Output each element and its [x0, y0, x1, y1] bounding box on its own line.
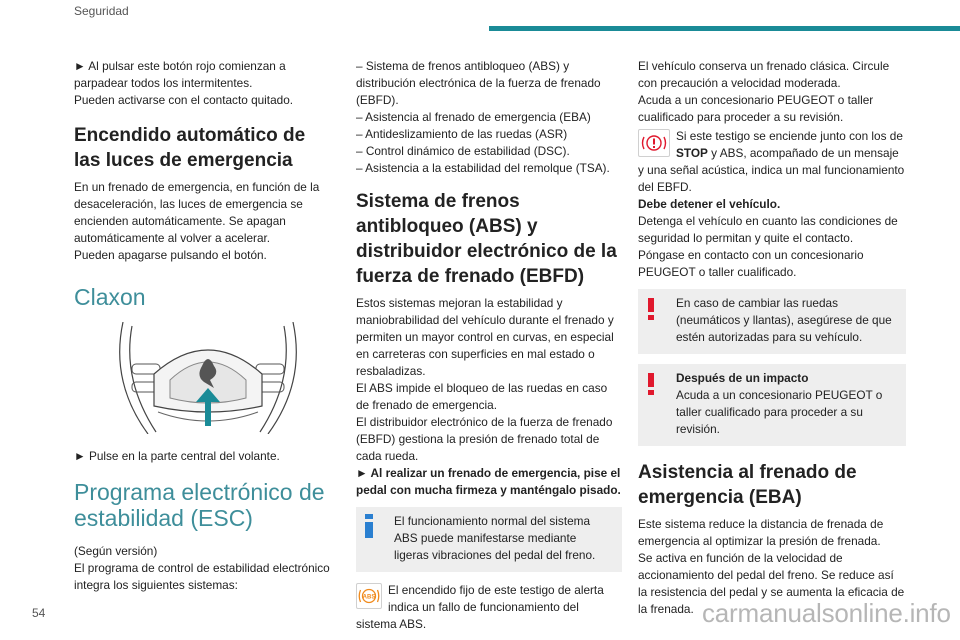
- paragraph: [638, 128, 906, 196]
- wheel-change-warning-box: [638, 289, 906, 354]
- column-1: [74, 58, 332, 594]
- paragraph: ► Al realizar un frenado de emergencia, pise el pedal con mucha firmeza y manténgalo pisado.: [356, 466, 621, 497]
- list-item: – Asistencia al frenado de emergencia (EBA): [356, 110, 591, 124]
- heading-abs: Sistema de frenos antibloqueo (ABS) y distribuidor electrónico de la fuerza de frenado (EBFD): [356, 191, 617, 287]
- list-item: – Asistencia a la estabilidad del remolque (TSA).: [356, 161, 610, 175]
- warning-box-text: Acuda a un concesionario PEUGEOT o taller cualificado para proceder a su revisión.: [676, 388, 883, 436]
- warning-text-b: y ABS, acompañado de un mensaje y una señal acústica, indica un mal funcionamiento del EBFD.: [638, 146, 905, 194]
- abs-warning-note: [356, 582, 622, 633]
- warning-box-text: En caso de cambiar las ruedas (neumáticos y llantas), asegúrese de que estén autorizadas para su vehículo.: [676, 296, 892, 344]
- paragraph: Estos sistemas mejoran la estabilidad y maniobrabilidad del vehículo durante el frenado y permiten un mayor control en curvas, en especial en carreteras con superficies en mal estado o resbaladizas.: [356, 296, 614, 378]
- paragraph: ► Pulse en la parte central del volante.: [74, 449, 280, 463]
- column-2: [356, 58, 622, 633]
- warning-text-a: Si este testigo se enciende junto con los de: [676, 129, 903, 143]
- exclamation-icon: [646, 371, 656, 400]
- heading-auto-hazard: Encendido automático de las luces de emergencia: [74, 125, 306, 171]
- paragraph: Póngase en contacto con un concesionario PEUGEOT o taller cualificado.: [638, 248, 864, 279]
- warning-stop-label: STOP: [676, 146, 708, 160]
- info-box-text: El funcionamiento normal del sistema ABS puede manifestarse mediante ligeras vibraciones del pedal del freno.: [394, 514, 596, 562]
- paragraph: El programa de control de estabilidad electrónico integra los siguientes sistemas:: [74, 561, 330, 592]
- page-number: 54: [32, 606, 46, 620]
- paragraph: Acuda a un concesionario PEUGEOT o taller cualificado para proceder a su revisión.: [638, 93, 874, 124]
- ebfd-warning-note: [638, 128, 906, 196]
- paragraph: En un frenado de emergencia, en función de la desaceleración, las luces de emergencia se encienden automáticamente. Se apagan automáticamente al volver a acelerar.: [74, 180, 320, 245]
- paragraph: Pueden apagarse pulsando el botón.: [74, 248, 267, 262]
- header-accent-rule: [489, 26, 960, 31]
- info-box: [356, 507, 622, 572]
- paragraph: Debe detener el vehículo.: [638, 197, 781, 211]
- paragraph: Este sistema reduce la distancia de frenada de emergencia al optimizar la presión de frenada.: [638, 517, 884, 548]
- heading-eba: Asistencia al frenado de emergencia (EBA): [638, 462, 857, 508]
- paragraph: Pueden activarse con el contacto quitado.: [74, 93, 294, 107]
- abs-icon-label: ABS: [362, 594, 376, 601]
- info-icon: [364, 514, 374, 543]
- paragraph: El encendido fijo de este testigo de alerta indica un fallo de funcionamiento del sistema ABS.: [356, 583, 604, 631]
- paragraph: El distribuidor electrónico de la fuerza de frenado (EBFD) gestiona la presión de frenado total de cada rueda.: [356, 415, 613, 463]
- brake-warning-icon: [638, 129, 670, 157]
- paragraph: (Según versión): [74, 544, 158, 558]
- paragraph: El ABS impide el bloqueo de las ruedas en caso de frenado de emergencia.: [356, 381, 608, 412]
- paragraph: Se activa en función de la velocidad de accionamiento del pedal del freno. Se reduce así la resistencia del pedal y se aumenta la eficacia de la frenada.: [638, 551, 905, 616]
- paragraph: Detenga el vehículo en cuanto las condiciones de seguridad lo permitan y quite el contacto.: [638, 214, 898, 245]
- watermark: carmanualsonline.info: [702, 598, 951, 628]
- exclamation-icon: [646, 296, 656, 325]
- steering-wheel-illustration: [118, 322, 298, 434]
- impact-warning-box: [638, 364, 906, 446]
- warning-box-title: Después de un impacto: [676, 371, 809, 385]
- list-item: – Antideslizamiento de las ruedas (ASR): [356, 127, 568, 141]
- abs-warning-icon: [356, 583, 382, 609]
- list-item: – Control dinámico de estabilidad (DSC).: [356, 144, 570, 158]
- heading-claxon: Claxon: [74, 284, 146, 310]
- column-3: [638, 58, 906, 618]
- page-header-title: Seguridad: [74, 4, 129, 18]
- paragraph: ► Al pulsar este botón rojo comienzan a parpadear todos los intermitentes.: [74, 59, 286, 90]
- heading-esc: Programa electrónico de estabilidad (ESC): [74, 479, 325, 531]
- paragraph: El vehículo conserva un frenado clásica. Circule con precaución a velocidad moderada.: [638, 59, 890, 90]
- list-item: – Sistema de frenos antibloqueo (ABS) y distribución electrónica de la fuerza de frenado (EBFD).: [356, 59, 601, 107]
